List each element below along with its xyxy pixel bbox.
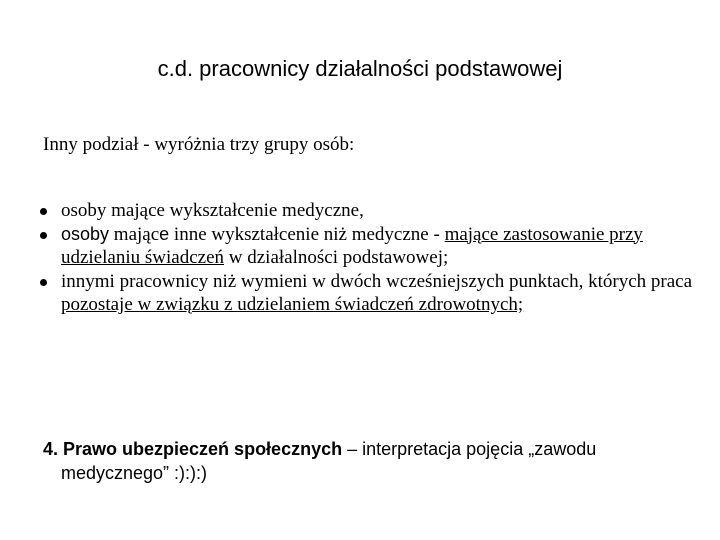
bullet-item-other-education <box>40 223 700 270</box>
underlined-phrase: mające zastosowanie przy udzielaniu świadczeń <box>61 223 643 268</box>
intro-text: Inny podział - wyróżnia trzy grupy osób: <box>43 134 355 155</box>
bullet-text-part: w działalności podstawowej; <box>224 247 449 268</box>
bullet-text-part: e <box>159 223 170 244</box>
bullet-text: osoby mające wykształcenie medyczne, <box>61 200 364 221</box>
bullet-text-part: innymi pracownicy niż wymieni w dwóch wcześniejszych punktach, których praca <box>61 270 693 292</box>
bullet-dot-icon <box>40 208 47 215</box>
slide-title: c.d. pracownicy działalności podstawowej <box>157 56 563 81</box>
law-text-continuation: medycznego” :):):) <box>61 463 208 483</box>
bullet-dot-icon <box>40 232 47 239</box>
bullet-text-part: inne wykształcenie niż medyczne - <box>169 223 445 245</box>
bullet-item-other-staff <box>40 270 700 317</box>
underlined-phrase: pozostaje w związku z udzielaniem świadczeń zdrowotnych; <box>61 294 524 315</box>
bullet-dot-icon <box>40 279 47 286</box>
law-section <box>43 437 683 485</box>
bullet-text-part: osoby <box>61 223 110 244</box>
bullet-item-medical <box>40 199 700 223</box>
law-heading: 4. Prawo ubezpieczeń społecznych <box>43 439 343 459</box>
bullet-list <box>40 199 700 317</box>
bullet-text-part: mając <box>109 223 160 245</box>
law-text: – interpretacja pojęcia „zawodu <box>342 439 597 459</box>
